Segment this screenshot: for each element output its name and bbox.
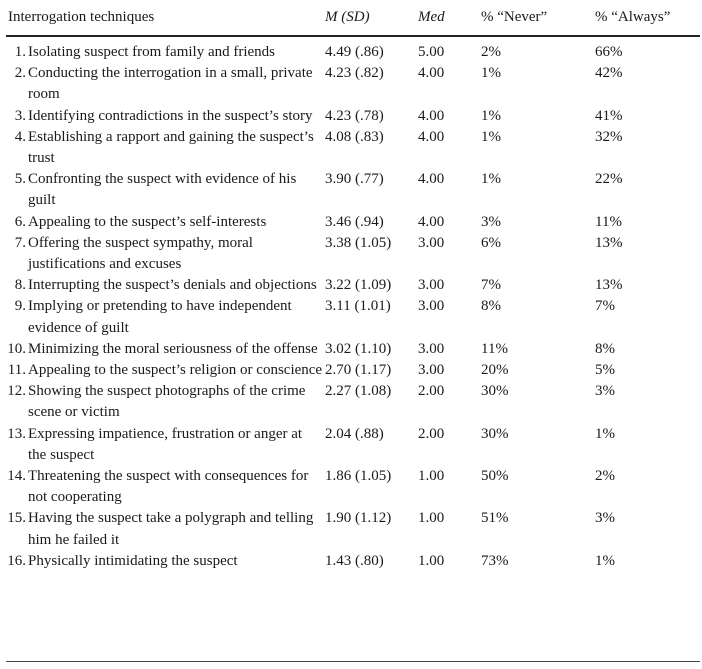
mean-sd-cell: 1.90 (1.12) xyxy=(325,510,392,527)
technique-text: Isolating suspect from family and friends xyxy=(28,44,276,60)
never-cell: 1% xyxy=(481,171,501,188)
mean-sd-cell: 4.23 (.82) xyxy=(325,65,384,82)
median-cell: 3.00 xyxy=(418,234,445,251)
always-cell: 66% xyxy=(595,44,623,60)
median-cell: 2.00 xyxy=(418,383,445,400)
row-number: 16. xyxy=(7,552,26,569)
mean-sd-cell: 4.08 (.83) xyxy=(325,128,384,145)
bottom-rule xyxy=(6,661,700,662)
technique-text: Physically intimidating the suspect xyxy=(28,552,238,569)
row-number: 2. xyxy=(14,65,26,82)
mean-sd-cell: 3.02 (1.10) xyxy=(325,340,392,357)
never-cell: 1% xyxy=(481,107,501,124)
mean-sd-cell: 4.23 (.78) xyxy=(325,107,384,124)
median-cell: 1.00 xyxy=(418,468,445,485)
always-cell: 3% xyxy=(595,510,615,527)
technique-text: Expressing impatience, frustration or anger at the suspect xyxy=(28,425,303,463)
row-number: 5. xyxy=(14,171,26,188)
row-number: 4. xyxy=(14,128,26,145)
never-cell: 6% xyxy=(481,234,501,251)
table-row xyxy=(0,127,702,169)
table-row xyxy=(0,42,702,63)
header-rule xyxy=(6,35,700,37)
mean-sd-cell: 3.46 (.94) xyxy=(325,213,384,230)
never-cell: 1% xyxy=(481,65,501,82)
always-cell: 1% xyxy=(595,552,615,569)
mean-sd-cell: 4.49 (.86) xyxy=(325,44,384,60)
mean-sd-cell: 1.43 (.80) xyxy=(325,552,384,569)
row-number: 15. xyxy=(7,510,26,527)
median-cell: 3.00 xyxy=(418,362,445,379)
median-cell: 1.00 xyxy=(418,552,445,569)
median-cell: 4.00 xyxy=(418,65,445,82)
median-cell: 4.00 xyxy=(418,128,445,145)
never-cell: 3% xyxy=(481,213,501,230)
median-cell: 2.00 xyxy=(418,425,445,442)
technique-text: Interrupting the suspect’s denials and objections xyxy=(28,277,317,294)
table-row xyxy=(0,296,702,338)
mean-sd-cell: 3.38 (1.05) xyxy=(325,234,392,251)
table-row xyxy=(0,212,702,233)
always-cell: 3% xyxy=(595,383,615,400)
row-number: 3. xyxy=(14,107,26,124)
always-cell: 11% xyxy=(595,213,622,230)
median-cell: 4.00 xyxy=(418,213,445,230)
never-cell: 73% xyxy=(481,552,509,569)
row-number: 8. xyxy=(14,277,26,294)
technique-text: Establishing a rapport and gaining the suspect’s trust xyxy=(28,128,314,167)
never-cell: 30% xyxy=(481,425,509,442)
technique-text: Offering the suspect sympathy, moral justifications and excuses xyxy=(28,234,253,273)
row-number: 14. xyxy=(7,468,26,485)
table-row xyxy=(0,169,702,211)
technique-text: Identifying contradictions in the suspect’s story xyxy=(28,107,313,124)
technique-text: Appealing to the suspect’s religion or conscience xyxy=(28,362,323,379)
table-row xyxy=(0,466,702,508)
always-cell: 13% xyxy=(595,234,623,251)
always-cell: 22% xyxy=(595,171,623,188)
header-technique: Interrogation techniques xyxy=(8,9,155,25)
table-row xyxy=(0,424,702,466)
mean-sd-cell: 3.11 (1.01) xyxy=(325,298,391,315)
table-row xyxy=(0,551,702,572)
always-cell: 13% xyxy=(595,277,623,294)
always-cell: 41% xyxy=(595,107,623,124)
always-cell: 7% xyxy=(595,298,615,315)
row-number: 7. xyxy=(14,234,26,251)
mean-sd-cell: 2.04 (.88) xyxy=(325,425,384,442)
row-number: 10. xyxy=(7,340,26,357)
never-cell: 11% xyxy=(481,340,508,357)
technique-text: Minimizing the moral seriousness of the offense xyxy=(28,340,318,357)
row-number: 12. xyxy=(7,383,26,400)
row-number: 9. xyxy=(14,298,26,315)
table-row xyxy=(0,63,702,105)
never-cell: 7% xyxy=(481,277,501,294)
median-cell: 5.00 xyxy=(418,44,445,60)
mean-sd-cell: 2.27 (1.08) xyxy=(325,383,392,400)
never-cell: 2% xyxy=(481,44,501,60)
table-body xyxy=(0,42,702,572)
table-row xyxy=(0,508,702,550)
table-row xyxy=(0,275,702,296)
table-row xyxy=(0,360,702,381)
never-cell: 8% xyxy=(481,298,501,315)
technique-text: Appealing to the suspect’s self-interests xyxy=(28,213,267,230)
always-cell: 2% xyxy=(595,468,615,485)
header-median: Med xyxy=(418,9,445,25)
median-cell: 3.00 xyxy=(418,298,445,315)
mean-sd-cell: 2.70 (1.17) xyxy=(325,362,392,379)
median-cell: 4.00 xyxy=(418,107,445,124)
row-number: 6. xyxy=(14,213,26,230)
table-row xyxy=(0,233,702,275)
mean-sd-cell: 1.86 (1.05) xyxy=(325,468,392,485)
header-mean-sd: M (SD) xyxy=(325,9,370,25)
mean-sd-cell: 3.22 (1.09) xyxy=(325,277,392,294)
table-row xyxy=(0,106,702,127)
table-row xyxy=(0,339,702,360)
header-never: % “Never” xyxy=(481,9,548,25)
technique-text: Confronting the suspect with evidence of his guilt xyxy=(28,171,297,209)
median-cell: 1.00 xyxy=(418,510,445,527)
always-cell: 42% xyxy=(595,65,623,82)
mean-sd-cell: 3.90 (.77) xyxy=(325,171,384,188)
row-number: 13. xyxy=(7,425,26,442)
technique-text: Threatening the suspect with consequences for not cooperating xyxy=(28,468,309,506)
table-header xyxy=(0,6,702,28)
table-row xyxy=(0,381,702,423)
never-cell: 30% xyxy=(481,383,509,400)
always-cell: 5% xyxy=(595,362,615,379)
row-number: 11. xyxy=(7,362,26,379)
technique-text: Implying or pretending to have independent evidence of guilt xyxy=(28,298,292,336)
never-cell: 50% xyxy=(481,468,509,485)
technique-text: Having the suspect take a polygraph and telling him he failed it xyxy=(28,510,314,548)
technique-text: Conducting the interrogation in a small, private room xyxy=(28,65,313,103)
median-cell: 3.00 xyxy=(418,277,445,294)
always-cell: 1% xyxy=(595,425,615,442)
row-number: 1. xyxy=(14,44,26,60)
never-cell: 1% xyxy=(481,128,501,145)
median-cell: 3.00 xyxy=(418,340,445,357)
never-cell: 20% xyxy=(481,362,509,379)
median-cell: 4.00 xyxy=(418,171,445,188)
never-cell: 51% xyxy=(481,510,509,527)
technique-text: Showing the suspect photographs of the crime scene or victim xyxy=(28,383,306,421)
header-always: % “Always” xyxy=(595,9,671,25)
always-cell: 8% xyxy=(595,340,615,357)
always-cell: 32% xyxy=(595,128,623,145)
